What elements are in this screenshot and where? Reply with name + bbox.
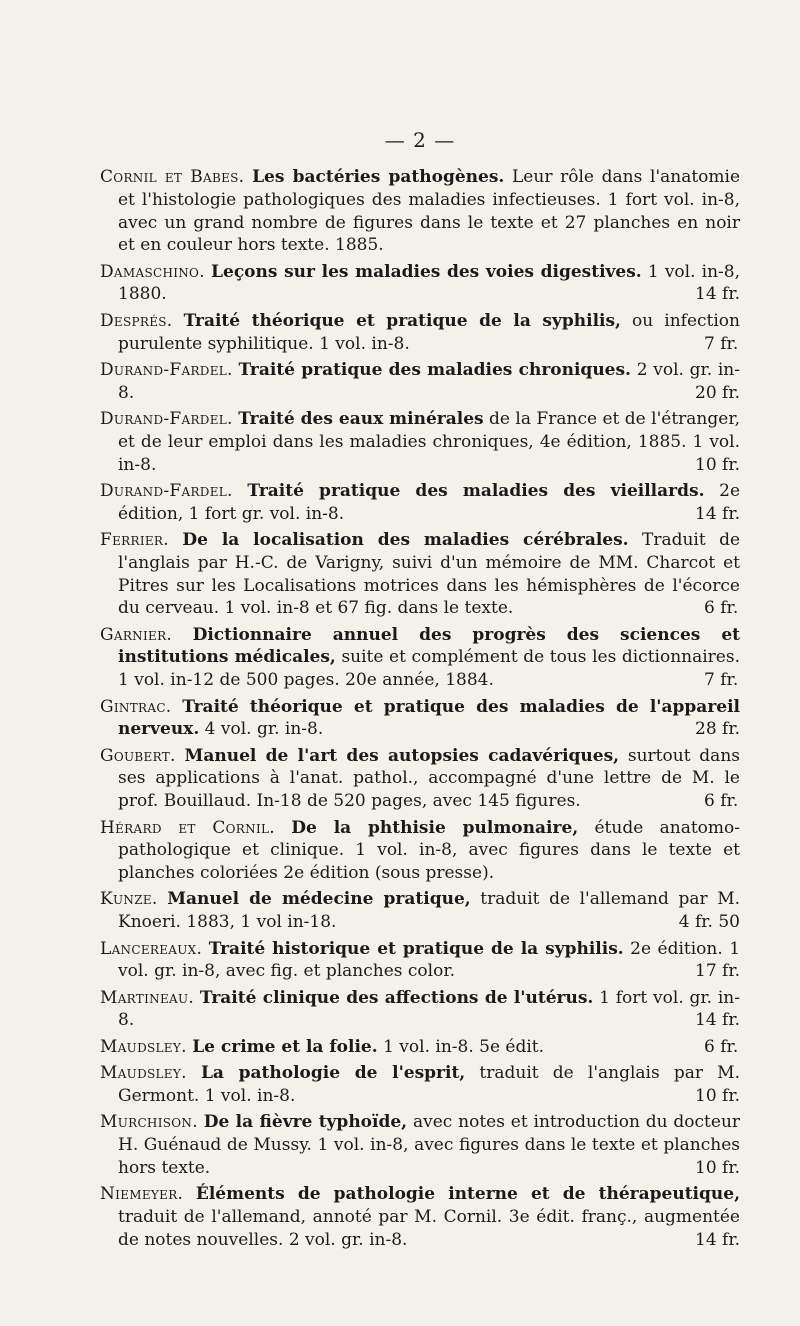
entry-title: Manuel de médecine pratique, [167, 889, 471, 910]
entry-author: Cornil et Babes. [100, 167, 245, 187]
catalog-entry [100, 310, 740, 356]
entry-details: de la France et de l'étranger, et de leur emploi dans les maladies chroniques, 4e édition, 1885. 1 vol. in-8. [118, 408, 740, 475]
entry-details: 1 vol. in-8. 5e édit. [383, 1036, 545, 1057]
catalog-list [100, 166, 740, 1251]
entry-price: 14 fr. [695, 1229, 740, 1250]
entry-details: ou infection purulente syphilitique. 1 vol. in-8. [118, 310, 740, 354]
entry-details: Leur rôle dans l'anatomie et l'histologie pathologiques des maladies infectieuses. 1 fort vol. in-8, avec un grand nombre de figures dans le texte et 27 planches en noir et en couleur hors texte. 1885. [118, 167, 741, 256]
page-number: — 2 — [384, 128, 456, 152]
entry-author: Niemeyer. [100, 1183, 184, 1204]
entry-author: Gintrac. [100, 696, 172, 717]
entry-details: avec notes et introduction du docteur H. Guénaud de Mussy. 1 vol. in-8, avec figures dans le texte et planches hors texte. [118, 1112, 741, 1178]
entry-author: Durand-Fardel. [100, 408, 233, 429]
entry-author: Hérard et Cornil. [100, 817, 275, 838]
entry-price: 4 fr. 50 [678, 912, 740, 933]
entry-details: 2e édition. 1 vol. gr. in-8, avec fig. et planches color. [118, 938, 741, 982]
entry-price: 10 fr. [695, 1157, 740, 1178]
entry-details: traduit de l'allemand, annoté par M. Cornil. 3e édit. franç., augmentée de notes nouvelles. 2 vol. gr. in-8. [118, 1206, 740, 1250]
catalog-entry [100, 408, 740, 476]
entry-details: suite et complément de tous les dictionnaires. 1 vol. in-12 de 500 pages. 20e année, 1884. [118, 647, 740, 691]
entry-author: Murchison. [100, 1112, 198, 1133]
entry-price: 28 fr. [695, 719, 740, 740]
entry-details: étude anatomo-pathologique et clinique. 1 vol. in-8, avec figures dans le texte et planches coloriées 2e édition (sous presse). [118, 817, 740, 884]
entry-author: Maudsley. [100, 1036, 187, 1057]
entry-details: 2 vol. gr. in-8. [118, 359, 741, 403]
entry-title: Dictionnaire annuel des progrès des sciences et institutions médicales, [118, 624, 741, 668]
entry-title: Leçons sur les maladies des voies digestives. [211, 261, 642, 282]
entry-author: Damaschino. [100, 261, 205, 282]
entry-price: 10 fr. [695, 454, 740, 475]
entry-title: Traité pratique des maladies des vieillards. [247, 480, 705, 501]
catalog-entry [100, 166, 740, 257]
entry-price: 14 fr. [695, 503, 740, 524]
catalog-entry [100, 696, 740, 742]
entry-price: 17 fr. [695, 961, 740, 982]
entry-author: Martineau. [100, 987, 195, 1008]
entry-author: Kunze. [100, 889, 158, 910]
entry-title: La pathologie de l'esprit, [200, 1062, 466, 1083]
entry-details: traduit de l'allemand par M. Knoeri. 1883, 1 vol in-18. [118, 889, 740, 933]
catalog-entry [100, 1111, 740, 1179]
catalog-entry [100, 817, 740, 885]
entry-price: 7 fr. [704, 670, 739, 691]
entry-author: Durand-Fardel. [100, 480, 233, 501]
catalog-entry [100, 1183, 740, 1251]
entry-price: 6 fr. [704, 791, 739, 812]
entry-details: Traduit de l'anglais par H.-C. de Varigny, suivi d'un mémoire de MM. Charcot et Pitres sur les Localisations motrices dans les hémisphères de l'écorce du cerveau. 1 vol. in-8 et 67 fig. dans le texte. [118, 529, 741, 619]
entry-details: 1 fort vol. gr. in-8. [118, 987, 740, 1031]
entry-price: 7 fr. [704, 333, 739, 354]
catalog-entry [100, 359, 740, 405]
entry-title: De la localisation des maladies cérébrales. [182, 529, 629, 550]
entry-title: Traité théorique et pratique de la syphilis, [183, 310, 621, 331]
entry-price: 14 fr. [695, 1010, 740, 1031]
entry-author: Garnier. [100, 624, 173, 645]
entry-title: Éléments de pathologie interne et de thérapeutique, [195, 1183, 740, 1204]
catalog-entry [100, 745, 740, 813]
entry-title: Traité historique et pratique de la syphilis. [208, 938, 624, 959]
catalog-entry [100, 261, 740, 307]
catalog-entry [100, 888, 740, 934]
entry-author: Maudsley. [100, 1062, 187, 1083]
entry-author: Goubert. [100, 745, 176, 766]
entry-details: 4 vol. gr. in-8. [204, 719, 324, 740]
entry-title: De la fièvre typhoïde, [203, 1112, 408, 1133]
entry-price: 14 fr. [695, 284, 740, 305]
catalog-entry [100, 624, 740, 692]
catalog-entry [100, 1036, 740, 1059]
entry-details: 1 vol. in-8, 1880. [118, 261, 740, 305]
entry-title: Manuel de l'art des autopsies cadavériques, [184, 745, 620, 766]
catalog-entry [100, 480, 740, 526]
catalog-entry [100, 987, 740, 1033]
entry-price: 20 fr. [695, 382, 740, 403]
entry-price: 6 fr. [704, 598, 739, 619]
catalog-entry [100, 938, 740, 984]
entry-author: Lancereaux. [100, 938, 203, 959]
catalog-page [100, 128, 740, 1255]
catalog-entry [100, 1062, 740, 1108]
catalog-entry [100, 529, 740, 620]
entry-title: De la phthisie pulmonaire, [291, 817, 579, 838]
entry-title: Traité théorique et pratique des maladies de l'appareil nerveux. [118, 696, 741, 740]
entry-price: 6 fr. [704, 1036, 739, 1057]
entry-author: Ferrier. [100, 529, 169, 550]
entry-details: traduit de l'anglais par M. Germont. 1 vol. in-8. [118, 1062, 740, 1106]
entry-title: Le crime et la folie. [192, 1036, 378, 1057]
entry-details: surtout dans ses applications à l'anat. pathol., accompagné d'une lettre de M. le prof. Bouillaud. In-18 de 520 pages, avec 145 figures. [118, 745, 740, 812]
entry-title: Traité clinique des affections de l'utérus. [199, 987, 594, 1008]
entry-author: Després. [100, 310, 173, 331]
entry-price: 10 fr. [695, 1085, 740, 1106]
entry-title: Traité pratique des maladies chroniques. [238, 359, 631, 380]
entry-title: Traité des eaux minérales [238, 408, 484, 429]
entry-title: Les bactéries pathogènes. [252, 167, 505, 187]
entry-details: 2e édition, 1 fort gr. vol. in-8. [118, 480, 741, 524]
entry-author: Durand-Fardel. [100, 359, 233, 380]
